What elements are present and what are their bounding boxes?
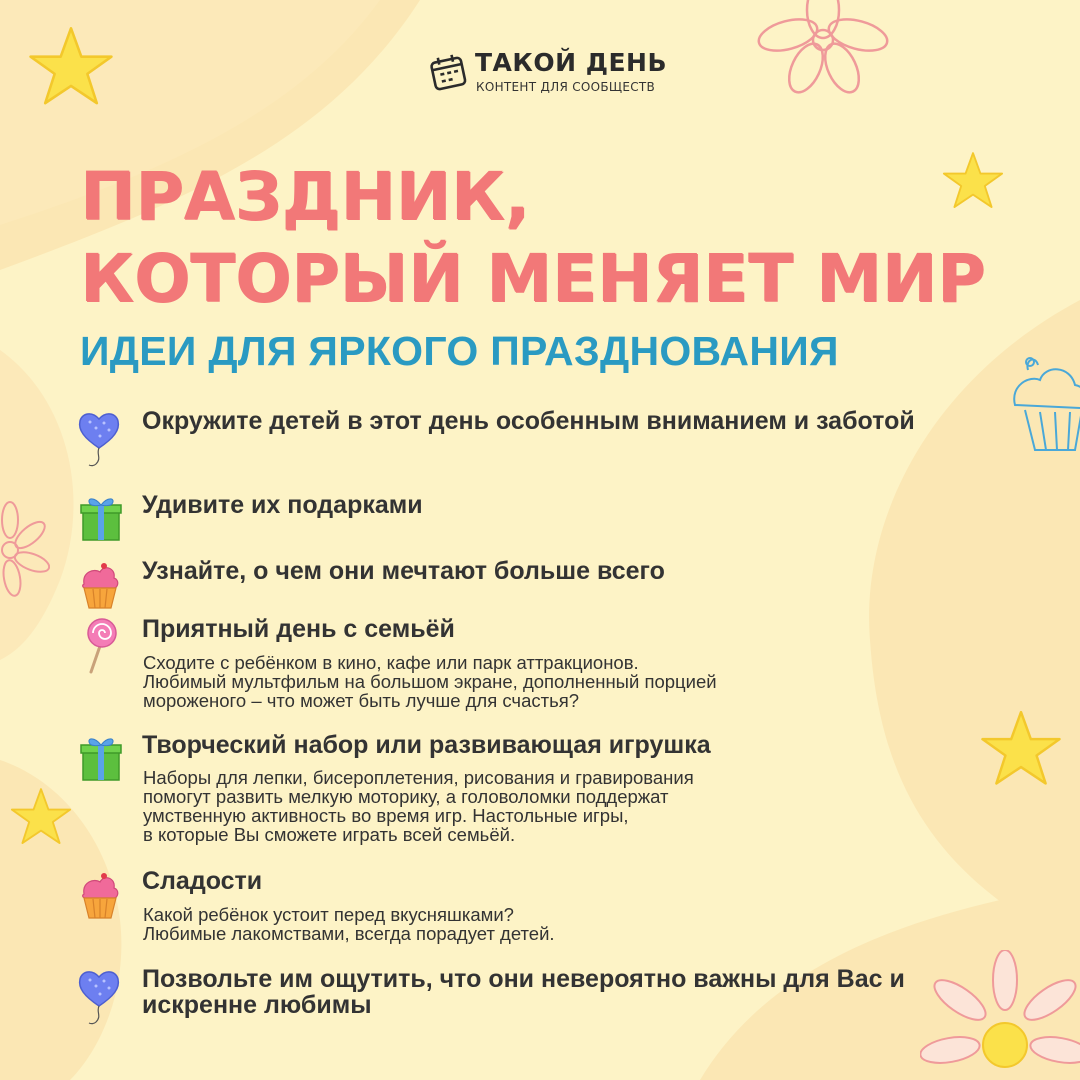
cupcake-icon xyxy=(74,558,124,618)
brand-tagline: КОНТЕНТ ДЛЯ СООБЩЕСТВ xyxy=(476,80,656,94)
item-title: Удивите их подарками xyxy=(142,491,423,519)
item-description-line: мороженого – что может быть лучше для счастья? xyxy=(143,690,580,711)
item-title: Сладости xyxy=(142,867,263,895)
item-description-line: Наборы для лепки, бисероплетения, рисования и гравирования xyxy=(143,767,694,788)
item-title: Творческий набор или развивающая игрушка xyxy=(142,731,711,759)
cupcake-outline-icon xyxy=(1000,350,1080,460)
brand-name: ТАКОЙ ДЕНЬ xyxy=(475,48,668,77)
item-description-line: умственную активность во время игр. Настольные игры, xyxy=(143,805,629,826)
title-line-1: ПРАЗДНИК, xyxy=(80,158,530,235)
item-description-line: в которые Вы сможете играть всей семьёй. xyxy=(143,824,516,845)
item-description-line: Любимый мультфильм на большом экране, дополненный порцией xyxy=(143,671,717,692)
balloon-icon xyxy=(74,966,124,1026)
cupcake-icon xyxy=(74,868,124,928)
item-title: Узнайте, о чем они мечтают больше всего xyxy=(142,557,665,585)
item-title: Приятный день с семьёй xyxy=(142,615,455,643)
balloon-icon xyxy=(74,408,124,468)
item-description-line: Любимые лакомствами, всегда порадует детей. xyxy=(143,923,555,944)
item-description xyxy=(143,653,993,710)
gift-icon xyxy=(74,732,124,792)
calendar-icon xyxy=(428,52,468,92)
lollipop-icon xyxy=(74,616,124,676)
flower-outline-icon xyxy=(748,0,898,100)
item-description-line: Какой ребёнок устоит перед вкусняшками? xyxy=(143,904,514,925)
flower-outline-icon xyxy=(0,500,50,600)
item-description xyxy=(143,768,993,844)
star-icon xyxy=(28,24,114,110)
star-icon xyxy=(10,786,72,848)
item-description-line: помогут развить мелкую моторику, а головоломки поддержат xyxy=(143,786,669,807)
item-title: Позвольте им ощутить, что они невероятно важны для Вас и искренне любимы xyxy=(142,965,905,1019)
item-description-line: Сходите с ребёнком в кино, кафе или парк аттракционов. xyxy=(143,652,639,673)
gift-icon xyxy=(74,492,124,552)
brand-logo xyxy=(428,48,668,100)
item-description xyxy=(143,905,993,943)
title-line-2: КОТОРЫЙ МЕНЯЕТ МИР xyxy=(80,240,986,317)
subtitle: ИДЕИ ДЛЯ ЯРКОГО ПРАЗДНОВАНИЯ xyxy=(80,328,839,374)
item-title: Окружите детей в этот день особенным вниманием и заботой xyxy=(142,407,915,435)
